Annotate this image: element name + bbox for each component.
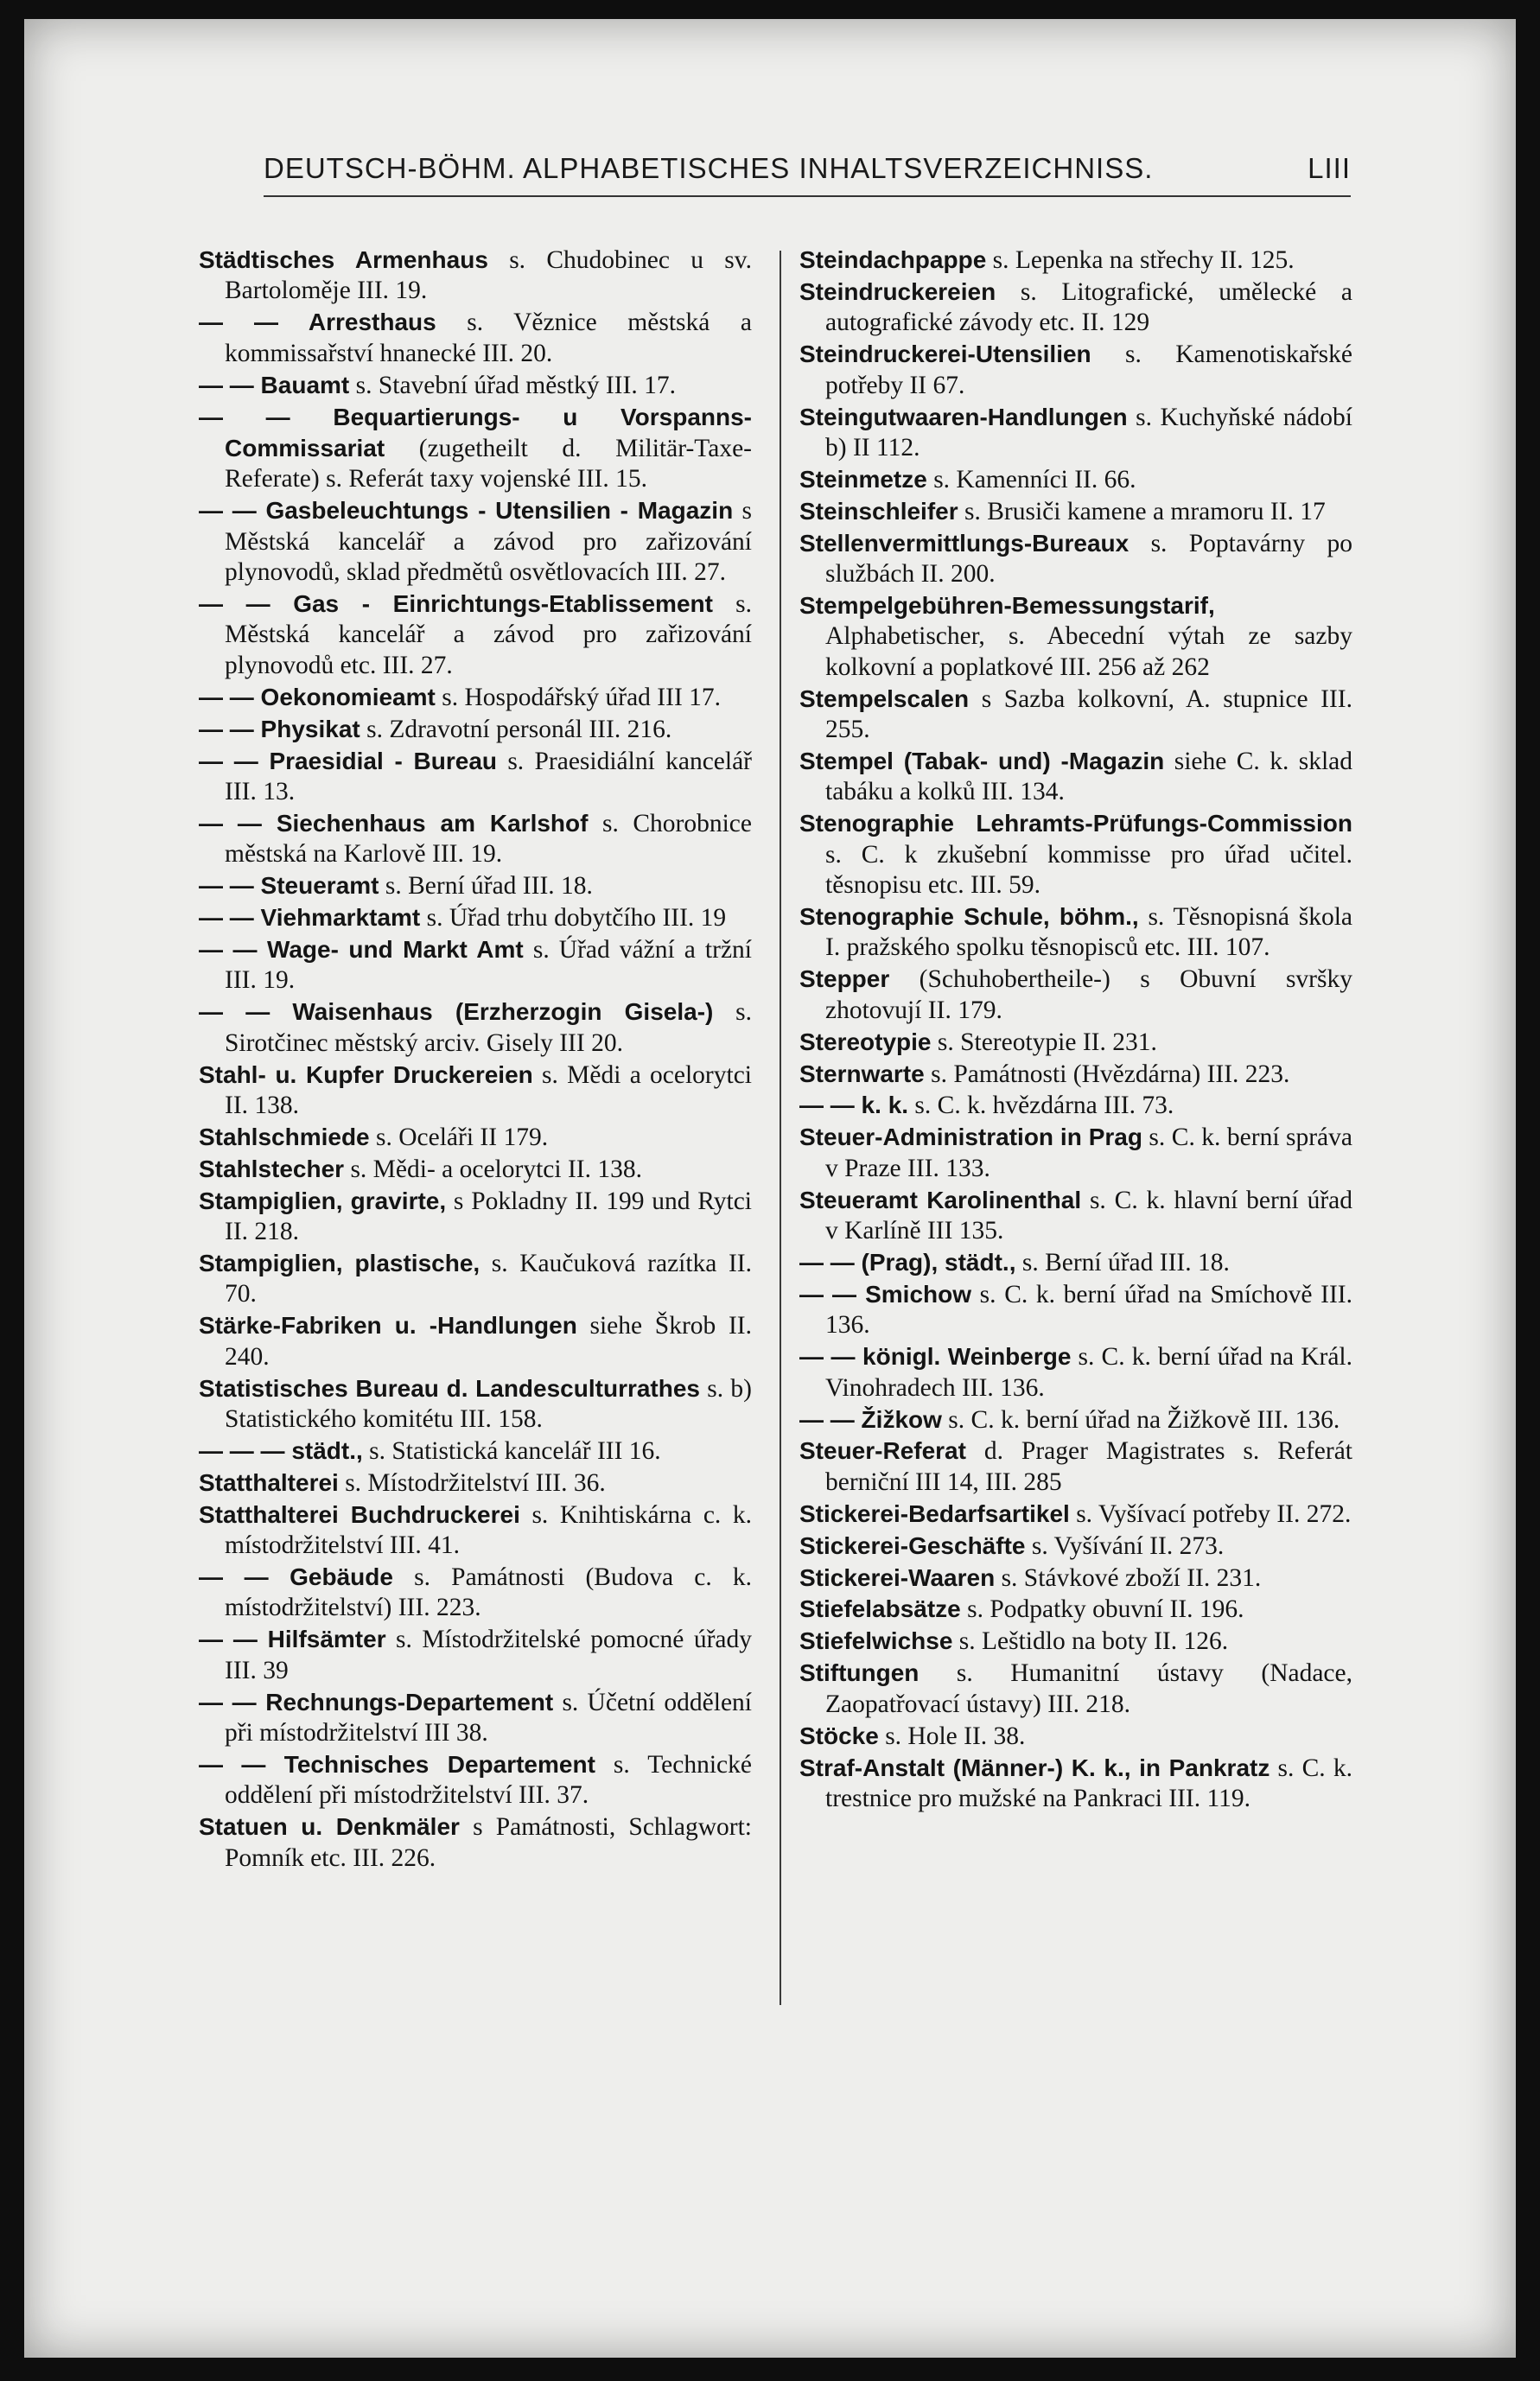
entry-text: s. Městská kancelář a závod pro zařizování plynovodů etc. III. 27. [225,589,753,679]
entry-text: s. Chudobinec u sv. Bartoloměje III. 19. [225,246,752,305]
entry-text: s. Brusiči kamene a mramoru II. 17 [958,497,1326,525]
entry-text: s. Litografické, umělecké a autografické závody etc. II. 129 [825,277,1352,337]
entry-term: — — Gasbeleuchtungs - Utensilien - Magazin [199,497,734,525]
entry-term: Stiefelabsätze [799,1595,961,1623]
entry-term: Steindachpappe [799,246,987,273]
index-entry [199,245,752,307]
entry-text: s. Těsnopisná škola I. pražského spolku těsnopisců etc. III. 107. [825,903,1352,962]
index-entry [799,1721,1352,1752]
entry-text: s Pokladny II. 199 und Rytci II. 218. [225,1187,752,1246]
index-entry [799,808,1352,901]
entry-term: — — Gas - Einrichtungs-Etablissement [199,589,713,617]
index-entry [799,1027,1352,1058]
entry-term: — — Praesidial - Bureau [199,747,497,774]
entry-text: s. Místodržitelské pomocné úřady III. 39 [225,1626,752,1684]
index-entry [799,339,1352,401]
index-entry [199,1248,752,1310]
entry-text: s. Stavební úřad městký III. 17. [349,371,676,399]
entry-text: s. Poptavárny po službách II. 200. [825,529,1352,589]
entry-text: s. C. k. hlavní berní úřad v Karlíně III 135. [825,1186,1352,1245]
index-entry [199,902,752,933]
entry-text: s. Úřad vážní a tržní III. 19. [225,935,752,995]
entry-term: Stereotypie [799,1028,932,1055]
entry-text: s. Knihtiskárna c. k. místodržitelství III. 41. [225,1500,752,1560]
entry-term: — — Physikat [199,715,360,742]
entry-term: Statthalterei [199,1468,339,1496]
index-entry [799,964,1352,1026]
entry-text: s. Hole II. 38. [878,1722,1026,1750]
entry-term: — — Oekonomieamt [199,683,436,710]
index-entry [199,495,752,588]
entry-text: s. Technické oddělení při místodržitelství III. 37. [225,1751,752,1810]
index-entry [799,1404,1352,1436]
header-title: DEUTSCH-BÖHM. ALPHABETISCHES INHALTSVERZEICHNISS. [264,152,1154,184]
entry-term: — — (Prag), städt., [799,1249,1016,1276]
index-entry [799,1122,1352,1184]
entry-term: Städtisches Armenhaus [199,246,488,273]
entry-text: s. Stereotypie II. 231. [931,1028,1157,1056]
entry-text: s Památnosti, Schlagwort: Pomník etc. III. 226. [225,1813,752,1872]
entry-term: Stiefelwichse [799,1627,953,1655]
entry-term: — — Waisenhaus (Erzherzogin Gisela-) [199,998,714,1026]
entry-term: — — Viehmarktamt [199,904,421,932]
entry-text: siehe C. k. sklad tabáku a kolků III. 134. [825,748,1353,806]
entry-term: — — Žižkow [799,1405,942,1433]
index-entry [199,1467,752,1499]
index-entry [799,746,1352,808]
entry-text: s. Humanitní ústavy (Nadace, Zaopatřovací ústavy) III. 218. [825,1659,1352,1718]
entry-term: Straf-Anstalt (Männer-) K. k., in Pankratz [799,1754,1270,1781]
index-entry [199,1060,752,1122]
entry-text: s. Účetní oddělení při místodržitelství III 38. [225,1688,752,1748]
entry-text: d. Prager Magistrates s. Referát berniční III 14, III. 285 [825,1437,1352,1496]
entry-term: — — Wage- und Markt Amt [199,935,524,963]
entry-text: s. Věznice městská a kommissařství hnanecké III. 20. [225,309,752,367]
entry-text: siehe Škrob II. 240. [225,1312,753,1371]
entry-text: s. Berní úřad III. 18. [379,872,593,901]
entry-term: Stöcke [799,1722,879,1749]
entry-text: s. Stávkové zboží II. 231. [995,1563,1262,1592]
index-entry [799,1499,1352,1530]
index-entry [199,370,752,401]
entry-text: s. Berní úřad III. 18. [1015,1249,1230,1276]
index-entry [799,1626,1352,1657]
entry-term: Stahl- u. Kupfer Druckereien [199,1060,533,1088]
index-entry [199,1687,752,1749]
index-entry [199,1186,752,1248]
index-entry [199,589,752,681]
entry-text: s. C. k. trestnice pro mužské na Pankraci III. 119. [825,1754,1352,1812]
entry-text: (zugetheilt d. Militär-Taxe-Referate) s. Referát taxy vojenské III. 15. [225,434,752,493]
index-entry [199,1624,752,1686]
entry-text: s. b) Statistického komitétu III. 158. [225,1374,752,1434]
entry-text: s Sazba kolkovní, A. stupnice III. 255. [825,684,1352,744]
entry-term: Stepper [799,965,890,993]
entry-term: Steuer-Administration in Prag [799,1124,1142,1151]
entry-text: s. Kaučuková razítka II. 70. [225,1250,752,1308]
index-entry [799,1594,1352,1625]
entry-term: Stempelscalen [799,684,970,712]
entry-term: — — Hilfsämter [199,1626,386,1653]
index-entry [799,1059,1352,1090]
index-entry [799,1436,1352,1498]
entry-term: Stärke-Fabriken u. -Handlungen [199,1312,577,1340]
entry-term: — — Rechnungs-Departement [199,1688,554,1716]
entry-term: Stampiglien, plastische, [199,1250,480,1276]
entry-term: — — Smichow [799,1280,972,1308]
entry-term: Statthalterei Buchdruckerei [199,1500,520,1528]
entry-text: s. C. k. berní úřad na Smíchově III. 136. [825,1280,1352,1340]
index-entry [199,870,752,901]
entry-term: Steinmetze [799,465,927,493]
entry-text: s. Mědi a ocelorytci II. 138. [225,1060,752,1119]
index-entry [799,1563,1352,1594]
index-entry [799,1341,1352,1404]
entry-text: s. Podpatky obuvní II. 196. [960,1595,1244,1624]
entry-term: Stenographie Schule, böhm., [799,903,1139,931]
entry-term: — — Bequartierungs- u Vorspanns-Commissariat [199,403,752,462]
index-entry [199,1499,752,1562]
entry-text: s. C. k. berní úřad na Žižkově III. 136. [941,1405,1340,1434]
entry-text: s. Oceláři II 179. [369,1123,549,1151]
entry-term: Stahlschmiede [199,1123,370,1150]
index-entry [199,1373,752,1436]
index-entry [799,1090,1352,1121]
index-entry [799,1753,1352,1815]
entry-term: Stenographie Lehramts-Prüfungs-Commission [799,810,1352,837]
index-entry [799,496,1352,527]
entry-text: s. Praesidiální kancelář III. 13. [225,747,752,805]
index-entry [199,808,752,870]
entry-term: — — Siechenhaus am Karlshof [199,809,589,837]
entry-text: s. Vyšívání II. 273. [1025,1531,1225,1560]
index-entry [799,1279,1352,1341]
index-entry [199,682,752,713]
entry-term: Steindruckerei-Utensilien [799,341,1091,368]
entry-term: Steindruckereien [799,277,996,305]
index-column-right [799,245,1352,1815]
entry-term: Stickerei-Geschäfte [799,1531,1026,1559]
index-entry [799,1658,1352,1720]
index-entry [199,1154,752,1185]
index-entry [199,746,752,808]
index-entry [199,1122,752,1153]
index-entry [799,901,1352,964]
entry-term: — — Technisches Departement [199,1751,595,1778]
entry-text: s. Sirotčinec městský arciv. Gisely III 20. [225,998,752,1057]
entry-text: s. C. k zkušební kommisse pro úřad učitel. těsnopisu etc. III. 59. [825,840,1352,900]
entry-text: s. Úřad trhu dobytčího III. 19 [420,904,727,933]
entry-term: Steingutwaaren-Handlungen [799,403,1128,430]
entry-text: s. Památnosti (Budova c. k. místodržitelství) III. 223. [225,1563,752,1622]
index-entry [199,934,752,996]
index-entry [199,996,752,1059]
index-entry [799,1531,1352,1562]
entry-term: — — königl. Weinberge [799,1343,1072,1371]
entry-term: Steinschleifer [799,497,958,525]
entry-text: s Městská kancelář a závod pro zařizování plynovodů, sklad předmětů osvětlovacích III. 27. [225,497,753,587]
index-entry [799,590,1352,683]
index-entry [799,245,1352,276]
entry-text: s. Vyšívací potřeby II. 272. [1069,1499,1352,1528]
entry-term: — — — städt., [199,1436,363,1464]
entry-term: Stahlstecher [199,1155,345,1182]
entry-term: — — Gebäude [199,1563,393,1591]
entry-text: s. C. k. hvězdárna III. 73. [908,1092,1174,1120]
entry-term: — — Bauamt [199,371,350,398]
entry-text: s. Mědi- a ocelorytci II. 138. [344,1155,642,1183]
page-number: LIII [1308,152,1351,184]
entry-term: Steuer-Referat [799,1437,966,1465]
index-entry [199,1562,752,1624]
index-entry [199,402,752,495]
index-entry [199,1310,752,1372]
entry-term: — — Steueramt [199,872,379,900]
entry-term: Stempel (Tabak- und) -Magazin [799,748,1165,774]
entry-term: Statuen u. Denkmäler [199,1813,460,1841]
entry-text: (Schuhobertheile-) s Obuvní svršky zhotovují II. 179. [825,965,1352,1024]
header-rule [264,195,1351,197]
entry-term: Stickerei-Waaren [799,1563,996,1591]
index-entry [199,1436,752,1467]
entry-text: s. Kuchyňské nádobí b) II 112. [825,403,1352,462]
entry-text: s. Statistická kancelář III 16. [362,1436,661,1465]
entry-term: Steueramt Karolinenthal [799,1186,1082,1213]
entry-text: s. Hospodářský úřad III 17. [435,683,722,711]
column-divider [780,251,781,2005]
entry-term: — — Arresthaus [199,309,436,336]
entry-term: Stellenvermittlungs-Bureaux [799,529,1130,557]
entry-term: — — k. k. [799,1092,909,1119]
index-entry [799,1185,1352,1247]
entry-text: s. C. k. berní úřad na Král. Vinohradech III. 136. [825,1343,1352,1402]
index-entry [799,528,1352,590]
entry-term: Stickerei-Bedarfsartikel [799,1499,1070,1527]
entry-text: s. Místodržitelství III. 36. [338,1468,606,1497]
index-entry [799,1247,1352,1278]
entry-term: Statistisches Bureau d. Landesculturrathes [199,1374,700,1402]
entry-text: s. Kamenotiskařské potřeby II 67. [825,341,1352,399]
index-entry [199,714,752,745]
index-entry [199,1811,752,1874]
index-entry [799,464,1352,495]
entry-term: Stiftungen [799,1659,920,1687]
entry-term: Stampiglien, gravirte, [199,1187,447,1214]
entry-text: s. Kamenníci II. 66. [926,465,1136,493]
entry-text: s. C. k. berní správa v Praze III. 133. [825,1124,1352,1182]
entry-text: s. Památnosti (Hvězdárna) III. 223. [924,1060,1290,1088]
entry-text: s. Leštidlo na boty II. 126. [952,1627,1229,1656]
index-entry [799,402,1352,464]
entry-text: s. Zdravotní personál III. 216. [360,715,672,743]
index-entry [799,684,1352,746]
entry-text: s. Chorobnice městská na Karlově III. 19. [225,809,752,869]
index-entry [199,1749,752,1811]
entry-text: Alphabetischer, s. Abecední výtah ze sazby kolkovní a poplatkové III. 256 až 262 [825,622,1352,681]
index-entry [199,307,752,369]
entry-term: Sternwarte [799,1060,925,1087]
entry-term: Stempelgebühren-Bemessungstarif, [799,591,1215,619]
entry-text: s. Lepenka na střechy II. 125. [986,246,1295,274]
index-entry [799,277,1352,339]
index-column-left [199,245,752,1875]
running-head [264,152,1351,185]
